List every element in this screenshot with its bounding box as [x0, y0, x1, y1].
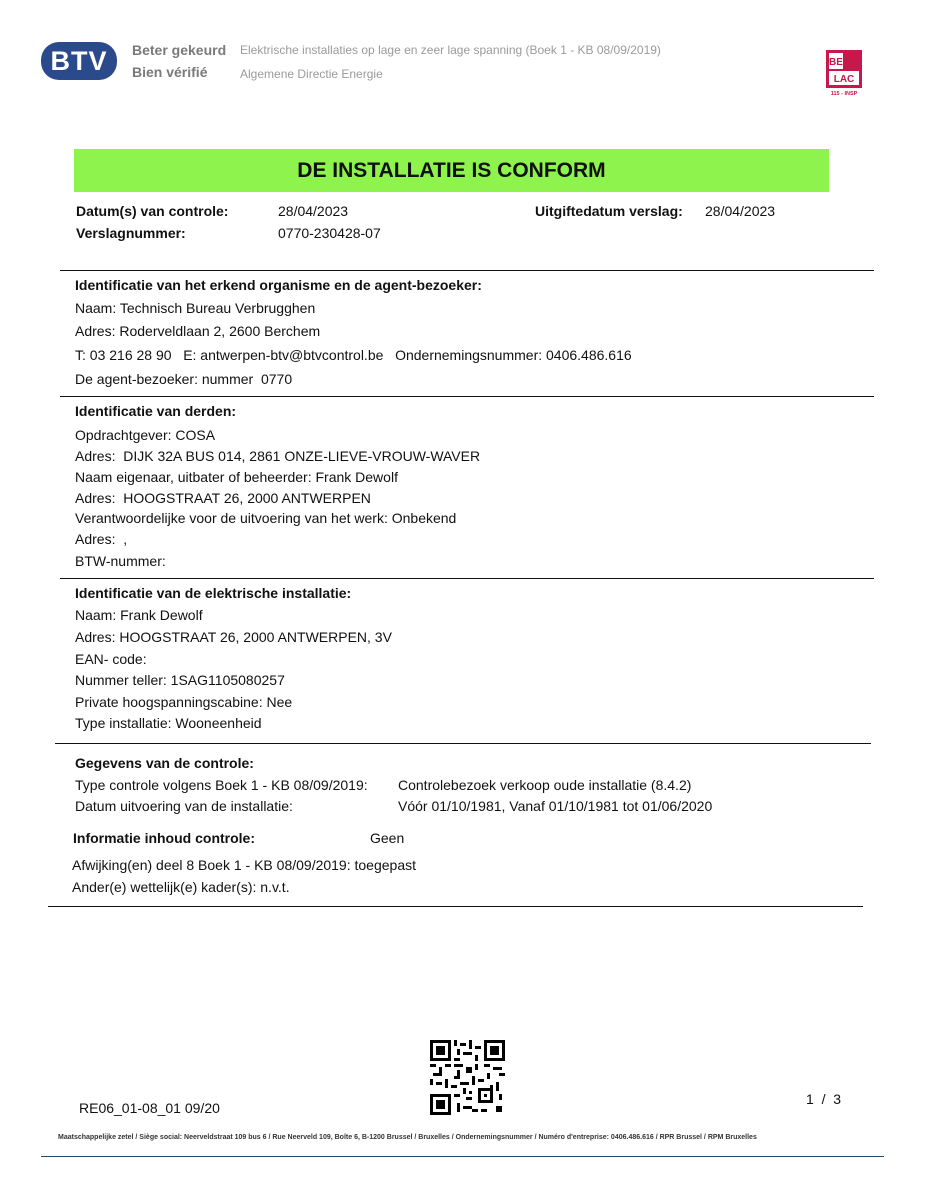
control-info-value: Geen [370, 830, 405, 846]
vat-number: BTW-nummer: [75, 553, 166, 569]
control-type-label: Type controle volgens Boek 1 - KB 08/09/2019: [75, 777, 368, 793]
section-divider [48, 906, 863, 907]
execution-date-label: Datum uitvoering van de installatie: [75, 798, 293, 814]
ean-code: EAN- code: [75, 651, 147, 667]
brand-line-2: Bien vérifié [132, 64, 208, 80]
header-subtitle-1: Elektrische installaties op lage en zeer lage spanning (Boek 1 - KB 08/09/2019) [240, 43, 661, 57]
responsible-party: Verantwoordelijke voor de uitvoering van het werk: Onbekend [75, 510, 457, 526]
belac-mid-text: LAC [833, 74, 855, 85]
report-number-value: 0770-230428-07 [278, 225, 381, 241]
section-divider [60, 396, 874, 397]
owner-name: Naam eigenaar, uitbater of beheerder: Frank Dewolf [75, 469, 398, 485]
client-address: Adres: DIJK 32A BUS 014, 2861 ONZE-LIEVE-VROUW-WAVER [75, 448, 481, 464]
meter-number: Nummer teller: 1SAG1105080257 [75, 672, 285, 688]
installation-type: Type installatie: Wooneenheid [75, 715, 262, 731]
organisation-contact: T: 03 216 28 90 E: antwerpen-btv@btvcontrol.be Ondernemingsnummer: 0406.486.616 [75, 347, 632, 363]
installation-address: Adres: HOOGSTRAAT 26, 2000 ANTWERPEN, 3V [75, 629, 392, 645]
footer-rule [41, 1156, 884, 1157]
responsible-address: Adres: , [75, 531, 128, 547]
section-control-title: Gegevens van de controle: [75, 755, 254, 771]
high-voltage-cabin: Private hoogspanningscabine: Nee [75, 694, 293, 710]
section-divider [60, 578, 874, 579]
organisation-name: Naam: Technisch Bureau Verbrugghen [75, 300, 316, 316]
client: Opdrachtgever: COSA [75, 427, 216, 443]
owner-address: Adres: HOOGSTRAAT 26, 2000 ANTWERPEN [75, 490, 371, 506]
issue-date-label: Uitgiftedatum verslag: [535, 203, 683, 219]
report-number-label: Verslagnummer: [76, 225, 186, 241]
deviation-note: Afwijking(en) deel 8 Boek 1 - KB 08/09/2019: toegepast [72, 857, 416, 873]
brand-line-1: Beter gekeurd [132, 42, 227, 58]
page-number: 1 / 3 [806, 1091, 842, 1107]
legal-footer: Maatschappelijke zetel / Siège social: Neerveldstraat 109 bus 6 / Rue Neerveld 109, Boîte 6, B-1200 Brussel / Bruxelles / Ondernemingsnummer / Numéro d'entreprise: 0406.486.616 / RPR Brussel / RPM Bruxelles [58, 1134, 757, 1141]
section-organisation-title: Identificatie van het erkend organisme en de agent-bezoeker: [75, 277, 482, 293]
control-date-label: Datum(s) van controle: [76, 203, 229, 219]
qr-code [430, 1040, 505, 1115]
section-divider [55, 743, 871, 744]
belac-code-text: 115 - INSP [830, 91, 858, 96]
conformity-banner [74, 149, 829, 192]
section-installation-title: Identificatie van de elektrische installatie: [75, 585, 352, 601]
other-legal-frameworks: Ander(e) wettelijk(e) kader(s): n.v.t. [72, 879, 290, 895]
control-info-label: Informatie inhoud controle: [73, 830, 255, 846]
conformity-banner-text: DE INSTALLATIE IS CONFORM [297, 158, 606, 182]
btv-logo-text: BTV [50, 45, 108, 76]
header-subtitle-2: Algemene Directie Energie [240, 67, 383, 81]
belac-top-text: BE [829, 57, 843, 68]
control-date-value: 28/04/2023 [278, 203, 349, 219]
issue-date-value: 28/04/2023 [705, 203, 776, 219]
form-code: RE06_01-08_01 09/20 [79, 1100, 220, 1116]
section-divider [60, 270, 874, 271]
belac-logo [826, 50, 862, 96]
control-type-value: Controlebezoek verkoop oude installatie (8.4.2) [398, 777, 692, 793]
execution-date-value: Vóór 01/10/1981, Vanaf 01/10/1981 tot 01/06/2020 [398, 798, 713, 814]
agent-number: De agent-bezoeker: nummer 0770 [75, 371, 293, 387]
installation-name: Naam: Frank Dewolf [75, 607, 203, 623]
btv-logo [41, 42, 117, 80]
section-third-parties-title: Identificatie van derden: [75, 403, 237, 419]
organisation-address: Adres: Roderveldlaan 2, 2600 Berchem [75, 323, 321, 339]
